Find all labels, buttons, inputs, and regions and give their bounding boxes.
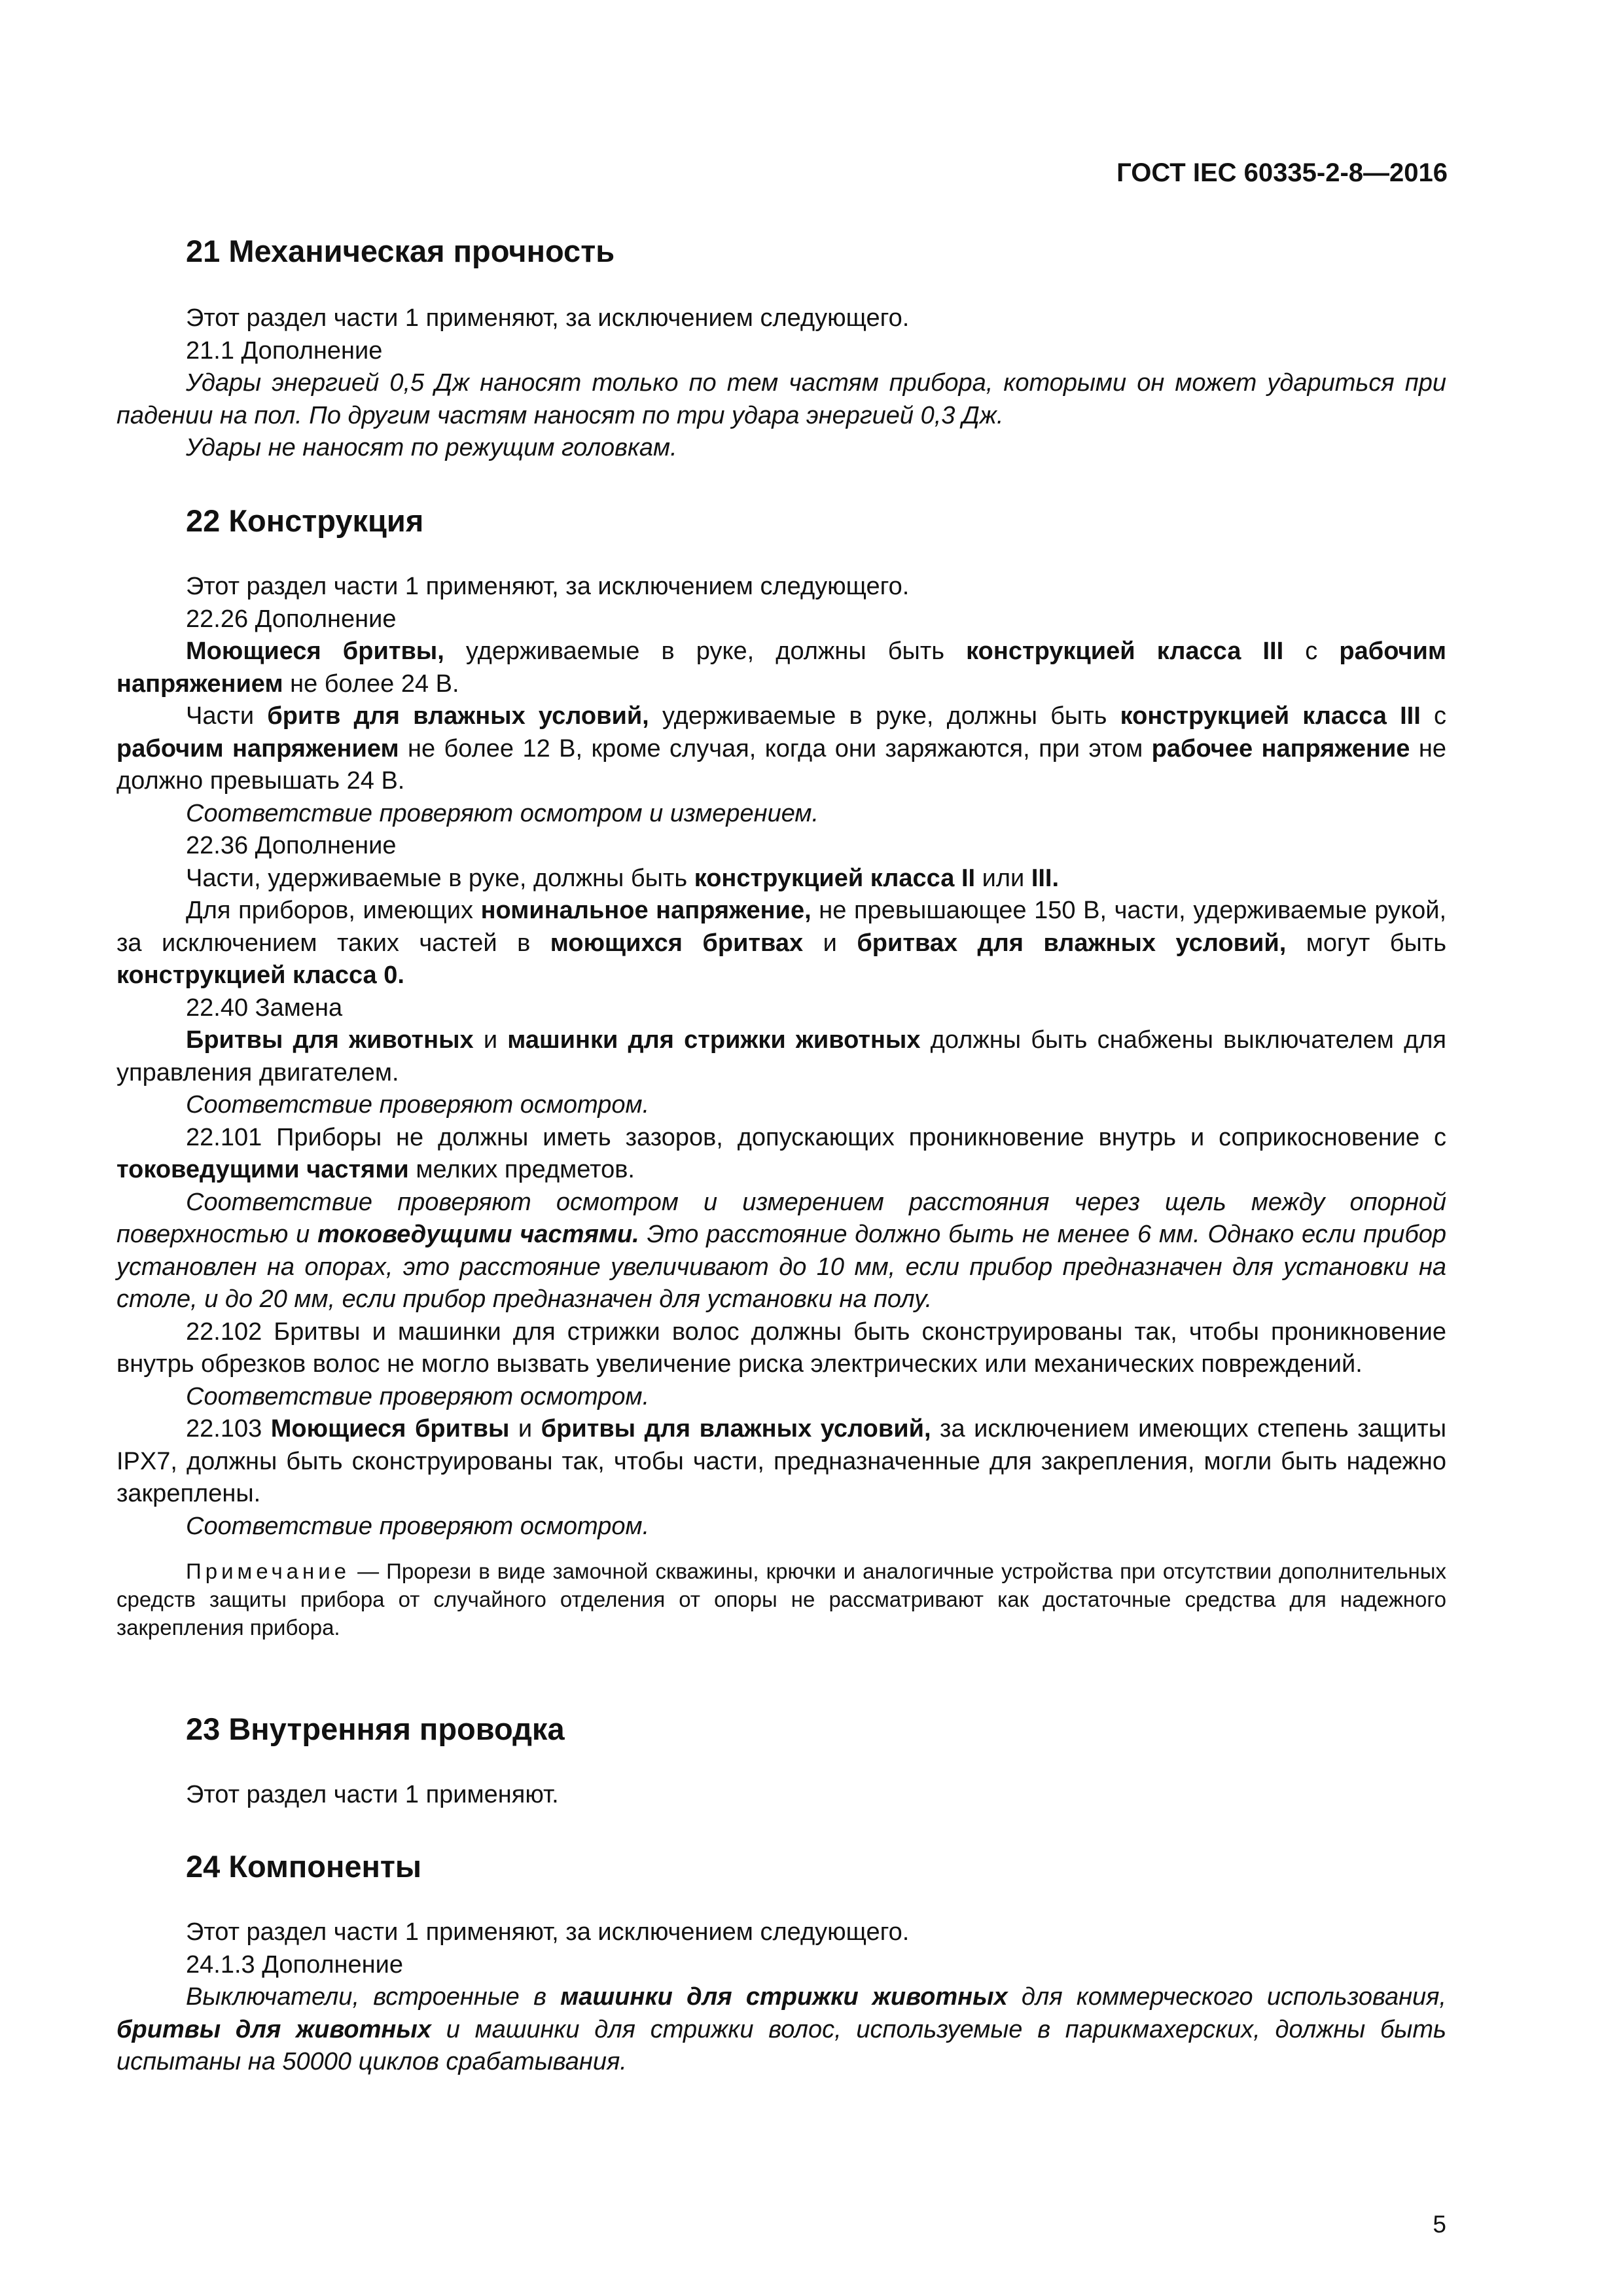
clause-number: 22.26 Дополнение [186,605,397,633]
term: машинки для стрижки животных [560,1983,1008,2011]
text: 22.103 [186,1415,271,1443]
text: Части [186,702,268,730]
text: должны быть снабжены выключателем для управления двигателем. [116,1026,1446,1086]
term: бритвах для влажных условий, [857,929,1287,957]
page-number: 5 [1433,2211,1446,2238]
text: Это расстояние должно быть не менее 6 мм. Однако если прибор установлен на опорах, это расстояние увеличивают до 10 мм, если прибор предназначен для установки на столе, и до 20 мм, если прибор предназначен для установки на полу. [116,1221,1446,1313]
term: бритвы для животных [116,2015,431,2043]
paragraph: 22.102 Бритвы и машинки для стрижки волос должны быть сконструированы так, чтобы проникновение внутрь обрезков волос не могло вызвать увеличение риска электрических или механических повреждений. [116,1318,1446,1378]
text: 22.101 Приборы не должны иметь зазоров, допускающих проникновение внутрь и соприкосновение с [186,1123,1446,1151]
text: удерживаемые в руке, должны быть [444,637,967,665]
document-code: ГОСТ IEC 60335-2-8—2016 [1116,158,1448,187]
paragraph [116,636,1446,700]
text: с [1283,637,1340,665]
text: не более 12 В, кроме случая, когда они заряжаются, при этом [399,734,1152,762]
text: не более 24 В. [283,670,459,698]
term: конструкцией класса II [694,864,976,892]
paragraph: Этот раздел части 1 применяют, за исключением следующего. [186,573,910,600]
text: для коммерческого использования, [1007,1983,1446,2011]
text: и машинки для стрижки волос, используемые в парикмахерских, должны быть испытаны на 50000 циклов срабатывания. [116,2015,1446,2075]
text: могут быть [1286,929,1447,957]
term: машинки для стрижки животных [507,1026,921,1054]
term: токоведущими частями [116,1156,409,1183]
clause-number: 24.1.3 Дополнение [186,1950,404,1979]
term: Моющиеся бритвы, [186,637,444,665]
term: Моющиеся бритвы [270,1415,510,1443]
text: и [803,929,857,957]
term: рабочим напряжением [116,734,399,762]
term: конструкцией класса III [966,637,1284,665]
clause-number: 21.1 Дополнение [186,336,383,365]
paragraph [116,1981,1446,2079]
section-23-title: 23 Внутренняя проводка [186,1712,565,1746]
paragraph: Соответствие проверяют осмотром и измерением. [186,799,819,827]
term: номинальное напряжение, [480,897,812,924]
term: III. [1031,864,1060,892]
section-21-title: 21 Механическая прочность [186,234,615,268]
clause-number: 22.36 Дополнение [186,832,397,859]
note-label: Примечание [186,1559,351,1583]
paragraph: Этот раздел части 1 применяют. [186,1781,559,1808]
term: бритв для влажных условий, [267,702,649,730]
paragraph: Соответствие проверяют осмотром. [186,1382,650,1410]
paragraph [116,1122,1446,1187]
section-22-title: 22 Конструкция [186,503,424,538]
text: Части, удерживаемые в руке, должны быть [186,864,694,892]
term: бритвы для влажных условий, [541,1415,931,1443]
term: моющихся бритвах [550,929,804,957]
paragraph [116,1187,1446,1316]
paragraph: Этот раздел части 1 применяют, за исключением следующего. [186,1918,910,1946]
term: рабочее напряжение [1151,734,1410,762]
text: Для приборов, имеющих [186,897,481,924]
term: рабочим напряжением [116,637,1446,698]
text: с [1420,702,1446,730]
text: Соответствие проверяют осмотром и измерением расстояния через щель между опорной поверхностью и [116,1188,1446,1248]
paragraph [116,1024,1446,1089]
paragraph [116,700,1446,798]
clause-number: 22.40 Замена [186,994,343,1022]
term: токоведущими частями. [317,1221,639,1248]
text: не должно превышать 24 В. [116,734,1446,795]
text: за исключением имеющих степень защиты IPX7, должны быть сконструированы так, чтобы части, предназначенные для закрепления, могли быть надежно закреплены. [116,1415,1447,1507]
text: мелких предметов. [408,1156,635,1183]
paragraph: Удары энергией 0,5 Дж наносят только по тем частям прибора, которыми он может удариться при падении на пол. По другим частям наносят по три удара энергией 0,3 Дж. [116,369,1446,429]
note-text: — Прорези в виде замочной скважины, крючки и аналогичные устройства при отсутствии дополнительных средств защиты прибора от случайного отделения от опоры не рассматривают как достаточные средства для надежного закрепления прибора. [116,1559,1446,1640]
term: Бритвы для животных [186,1026,474,1054]
text: Выключатели, встроенные в [186,1983,561,2011]
text: не превышающее 150 В, части, удерживаемые рукой, за исключением таких частей в [116,897,1447,957]
paragraph [116,895,1446,992]
paragraph: Соответствие проверяют осмотром. [186,1091,650,1119]
text: удерживаемые в руке, должны быть [649,702,1120,730]
text: или [975,864,1031,892]
text: и [473,1026,508,1054]
term: конструкцией класса III [1120,702,1421,730]
section-24-title: 24 Компоненты [186,1849,422,1884]
text: и [509,1415,541,1443]
term: конструкцией класса 0. [116,961,404,989]
paragraph: Удары не наносят по режущим головкам. [186,434,677,461]
paragraph: Этот раздел части 1 применяют, за исключением следующего. [186,304,910,332]
paragraph [116,1413,1446,1511]
paragraph [116,863,1446,895]
note [116,1557,1446,1641]
paragraph: Соответствие проверяют осмотром. [186,1512,650,1540]
